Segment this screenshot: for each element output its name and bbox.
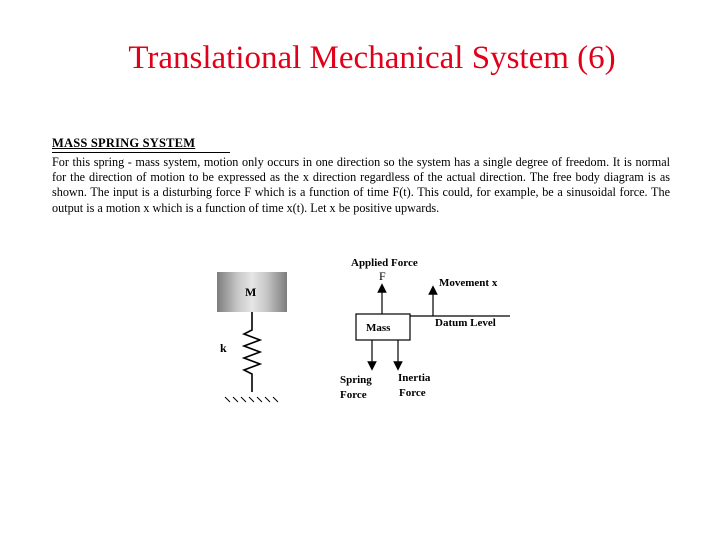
inertia-force-label-line1: Inertia — [398, 372, 431, 384]
applied-force-label: Applied Force — [351, 257, 418, 269]
inertia-force-label-line2: Force — [399, 387, 426, 399]
section-body-text: For this spring - mass system, motion only occurs in one direction so the system has a single degree of freedom. It is normal for the direction of motion to be expressed as the x direction regardless of the actual direction. The free body diagram is as shown. The input is a disturbing force F which is a function of time F(t). This could, for example, be a sinusoidal force. The output is a motion x which is a function of time x(t). Let x be positive upwards. — [52, 155, 670, 215]
force-symbol: F — [379, 269, 386, 283]
section-heading: MASS SPRING SYSTEM — [52, 136, 230, 153]
spring — [244, 312, 260, 392]
free-body-diagram — [340, 257, 510, 401]
movement-label: Movement x — [439, 277, 498, 289]
ground-hatch — [225, 397, 278, 402]
datum-label: Datum Level — [435, 317, 496, 329]
mass-block-label: M — [245, 285, 257, 299]
physical-system — [217, 272, 287, 402]
spring-force-label-line2: Force — [340, 389, 367, 401]
spring-force-label-line1: Spring — [340, 374, 372, 386]
spring-mass-figure — [195, 242, 525, 407]
slide-title: Translational Mechanical System (6) — [128, 40, 616, 76]
spring-label: k — [220, 341, 227, 355]
mass-box-label: Mass — [366, 322, 391, 334]
